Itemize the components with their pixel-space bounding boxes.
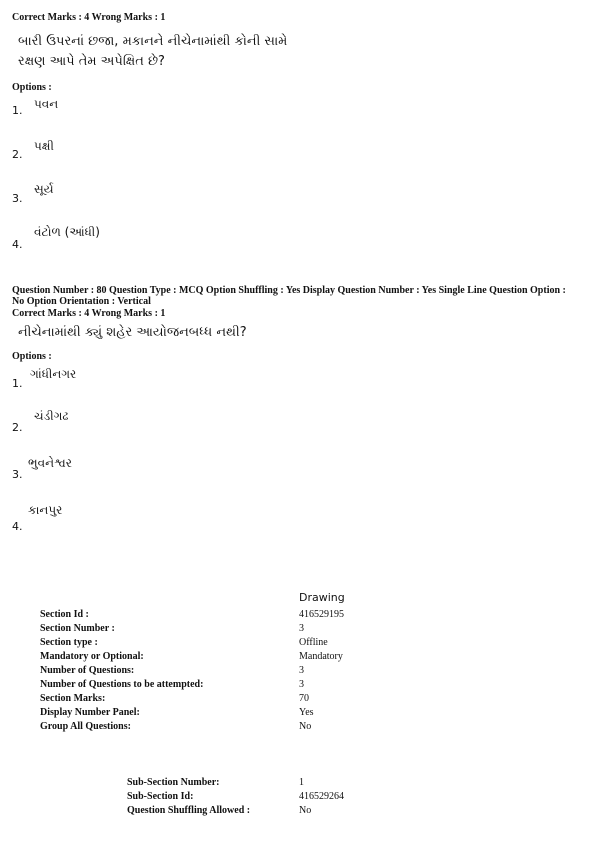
section-value: 3 bbox=[299, 679, 304, 690]
q79-option-number: 2. bbox=[12, 148, 23, 161]
q80-option-text: કાનપુર bbox=[28, 503, 63, 517]
q80-option-text: ગાંધીનગર bbox=[30, 367, 77, 381]
q80-header-line2: No Option Orientation : Vertical bbox=[12, 296, 151, 307]
section-value: 3 bbox=[299, 623, 304, 634]
section-value: Offline bbox=[299, 637, 328, 648]
section-value: 70 bbox=[299, 693, 309, 704]
subsection-label: Sub-Section Number: bbox=[127, 777, 220, 788]
section-label: Number of Questions: bbox=[40, 665, 135, 676]
subsection-value: 416529264 bbox=[299, 791, 344, 802]
q79-option-text: સૂર્ય bbox=[34, 182, 54, 196]
subsection-label: Question Shuffling Allowed : bbox=[127, 805, 251, 816]
section-label: Number of Questions to be attempted: bbox=[40, 679, 204, 690]
q80-option-number: 4. bbox=[12, 520, 23, 533]
q79-options-label: Options : bbox=[12, 82, 52, 93]
subsection-value: 1 bbox=[299, 777, 304, 788]
q79-option-text: પવન bbox=[34, 97, 59, 111]
section-label: Section Marks: bbox=[40, 693, 106, 704]
section-label: Section Id : bbox=[40, 609, 89, 620]
section-label: Display Number Panel: bbox=[40, 707, 140, 718]
section-value: No bbox=[299, 721, 312, 732]
q79-option-number: 3. bbox=[12, 192, 23, 205]
section-title: Drawing bbox=[299, 591, 345, 604]
q80-options-label: Options : bbox=[12, 351, 52, 362]
q79-option-text: વંટોળ (આંધી) bbox=[34, 225, 100, 239]
q79-question-line1: બારી ઉપરનાં છજા, મકાનને નીચેનામાંથી કોની સામે bbox=[18, 34, 288, 49]
subsection-label: Sub-Section Id: bbox=[127, 791, 194, 802]
section-label: Section Number : bbox=[40, 623, 115, 634]
section-value: Mandatory bbox=[299, 651, 343, 662]
q80-question: નીચેનામાંથી ક્યું શહેર આયોજનબધ્ધ નથી? bbox=[18, 325, 247, 340]
section-value: 3 bbox=[299, 665, 304, 676]
section-label: Mandatory or Optional: bbox=[40, 651, 144, 662]
q79-option-text: પક્ષી bbox=[34, 139, 54, 153]
q80-option-number: 1. bbox=[12, 377, 23, 390]
q79-question-line2: રક્ષણ આપે તેમ અપેક્ષિત છે? bbox=[18, 54, 165, 69]
q80-marks: Correct Marks : 4 Wrong Marks : 1 bbox=[12, 308, 166, 319]
q79-option-number: 1. bbox=[12, 104, 23, 117]
section-value: Yes bbox=[299, 707, 314, 718]
q80-option-number: 2. bbox=[12, 421, 23, 434]
subsection-value: No bbox=[299, 805, 312, 816]
q79-option-number: 4. bbox=[12, 238, 23, 251]
q80-option-number: 3. bbox=[12, 468, 23, 481]
q79-marks: Correct Marks : 4 Wrong Marks : 1 bbox=[12, 12, 166, 23]
q80-header-line1: Question Number : 80 Question Type : MCQ Option Shuffling : Yes Display Question Number : Yes Single Line Question Option : bbox=[12, 285, 566, 296]
q80-option-text: ભુવનેશ્વર bbox=[28, 456, 72, 470]
section-label: Group All Questions: bbox=[40, 721, 131, 732]
section-value: 416529195 bbox=[299, 609, 344, 620]
q80-option-text: ચંડીગઢ bbox=[34, 409, 69, 423]
section-label: Section type : bbox=[40, 637, 98, 648]
